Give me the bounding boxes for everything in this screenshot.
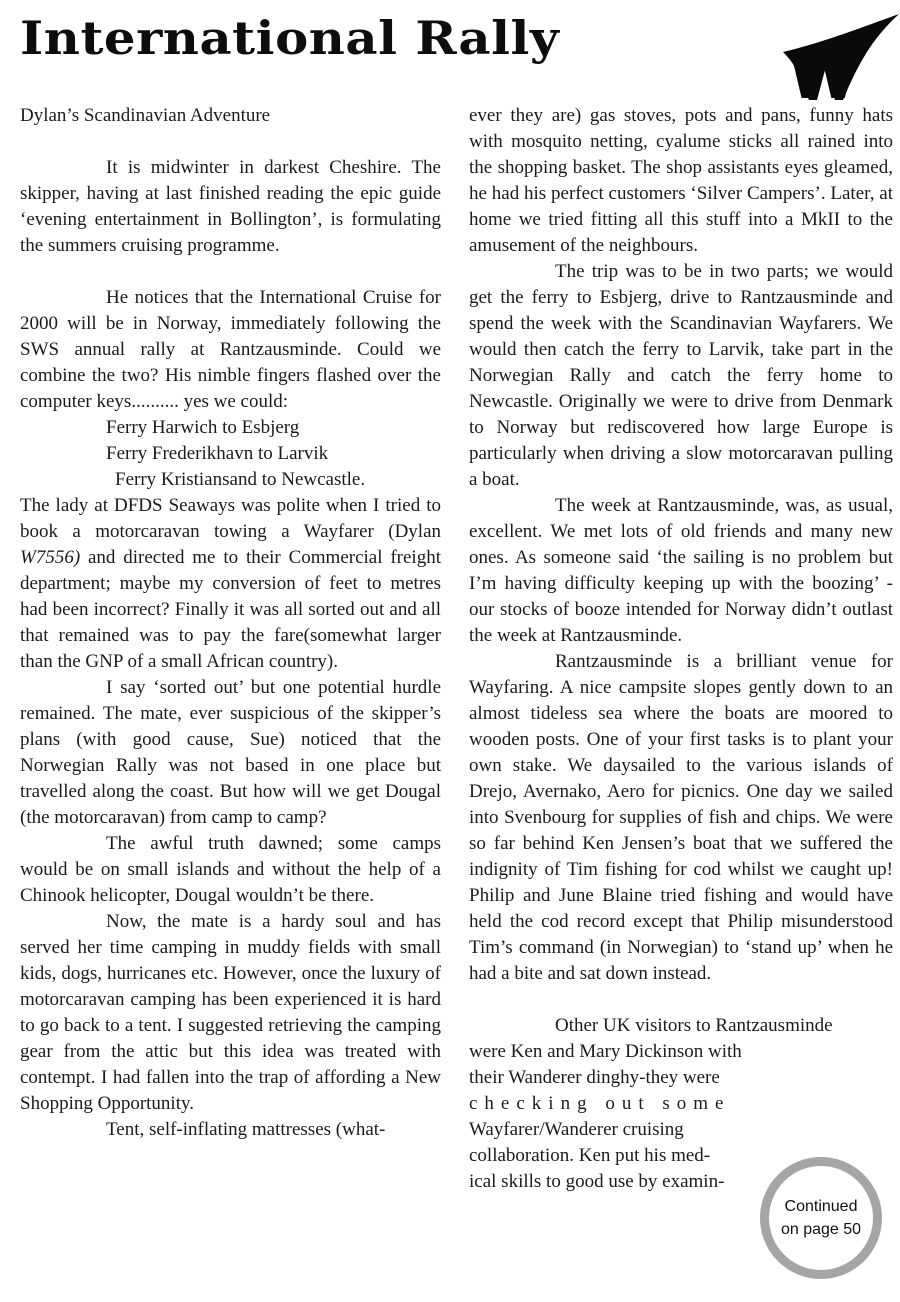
- paragraph: I say ‘sorted out’ but one potential hurdle remained. The mate, ever suspicious of the skipper’s plans (with good cause, Sue) noticed that the Norwegian Rally was not based in one place but travelled along the coast. But how will we get Dougal (the motorcaravan) from camp to camp?: [20, 677, 441, 828]
- paragraph-line: were Ken and Mary Dickinson with: [469, 1041, 742, 1062]
- paragraph: [20, 493, 441, 675]
- paragraph-line: Wayfarer/Wanderer cruising: [469, 1119, 684, 1140]
- paragraph: Tent, self-inflating mattresses (what-: [106, 1119, 386, 1140]
- left-column: [20, 103, 441, 1143]
- paragraph-text: and directed me to their Commercial freight department; maybe my conversion of feet to metres had been incorrect? Finally it was all sorted out and all that remained was to pay the fare(somewhat larger than the GNP of a small African country).: [20, 547, 441, 672]
- paragraph: He notices that the International Cruise for 2000 will be in Norway, immediately following the SWS annual rally at Rantzausminde. Could we combine the two? His nimble fingers flashed over the computer keys.......... yes we could:: [20, 287, 441, 412]
- callout-line: Continued: [784, 1198, 858, 1215]
- right-column: [469, 103, 893, 1195]
- paragraph: Now, the mate is a hardy soul and has served her time camping in muddy fields with small kids, dogs, hurricanes etc. However, once the luxury of motorcaravan camping has been experienced it is hard to go back to a tent. I suggested retrieving the camping gear from the attic but this idea was treated with contempt. I had fallen into the trap of affording a New Shopping Opportunity.: [20, 911, 441, 1114]
- paragraph: The week at Rantzausminde, was, as usual, excellent. We met lots of old friends and many new ones. As someone said ‘the sailing is no problem but I’m having difficulty keeping up with the boozing’ - our stocks of booze intended for Norway didn’t outlast the week at Rantzausminde.: [469, 495, 893, 646]
- paragraph: The awful truth dawned; some camps would be on small islands and without the help of a Chinook helicopter, Dougal wouldn’t be there.: [20, 833, 441, 906]
- paragraph-text: The lady at DFDS Seaways was polite when I tried to book a motorcaravan towing a Wayfarer (Dylan: [20, 495, 441, 542]
- ferry-route: Ferry Frederikhavn to Larvik: [106, 443, 329, 464]
- ferry-route: Ferry Harwich to Esbjerg: [106, 417, 300, 438]
- wayfarer-logo: [765, 14, 900, 104]
- paragraph: It is midwinter in darkest Cheshire. The skipper, having at last finished reading the epic guide ‘evening entertainment in Bollington’, is formulating the summers cruising programme.: [20, 157, 441, 256]
- paragraph-line: Other UK visitors to Rantzausminde: [555, 1015, 833, 1036]
- callout-line: on page 50: [780, 1221, 862, 1238]
- paragraph-line: ical skills to good use by examin-: [469, 1171, 725, 1192]
- paragraph-line: their Wanderer dinghy-they were: [469, 1067, 720, 1088]
- article-subtitle: Dylan’s Scandinavian Adventure: [20, 105, 271, 126]
- paragraph-line: checking out some: [469, 1093, 731, 1114]
- paragraph: The trip was to be in two parts; we would get the ferry to Esbjerg, drive to Rantzausminde and spend the week with the Scandinavian Wayfarers. We would then catch the ferry to Larvik, take part in the Norwegian Rally and catch the ferry home to Newcastle. Originally we were to drive from Denmark to Norway but rediscovered how large Europe is particularly when driving a slow motorcaravan pulling a boat.: [469, 261, 893, 490]
- paragraph: ever they are) gas stoves, pots and pans, funny hats with mosquito netting, cyalume sticks all rained into the shopping basket. The shop assistants eyes gleamed, he had his perfect customers ‘Silver Campers’. Later, at home we tried fitting all this stuff into a MkII to the amusement of the neighbours.: [469, 105, 893, 256]
- sail-number: W7556): [20, 547, 81, 568]
- paragraph: Rantzausminde is a brilliant venue for Wayfaring. A nice campsite slopes gently down to an almost tideless sea where the boats are moored to wooden posts. One of your first tasks is to plant your own stake. We daysailed to the various islands of Drejo, Avernako, Aero for picnics. One day we sailed into Svenbourg for supplies of fish and chips. We were so far behind Ken Jensen’s boat that we suffered the indignity of Tim fishing for cod whilst we caught up! Philip and June Blaine tried fishing and would have held the cod record except that Philip misunderstood Tim’s command (in Norwegian) to ‘stand up’ when he had a bite and sat down instead.: [469, 651, 893, 984]
- page-title: International Rally: [20, 11, 560, 65]
- ferry-route: Ferry Kristiansand to Newcastle.: [115, 469, 366, 490]
- logo-letter: W: [789, 40, 858, 104]
- continued-callout: [760, 1157, 882, 1279]
- paragraph-line: collaboration. Ken put his med-: [469, 1145, 711, 1166]
